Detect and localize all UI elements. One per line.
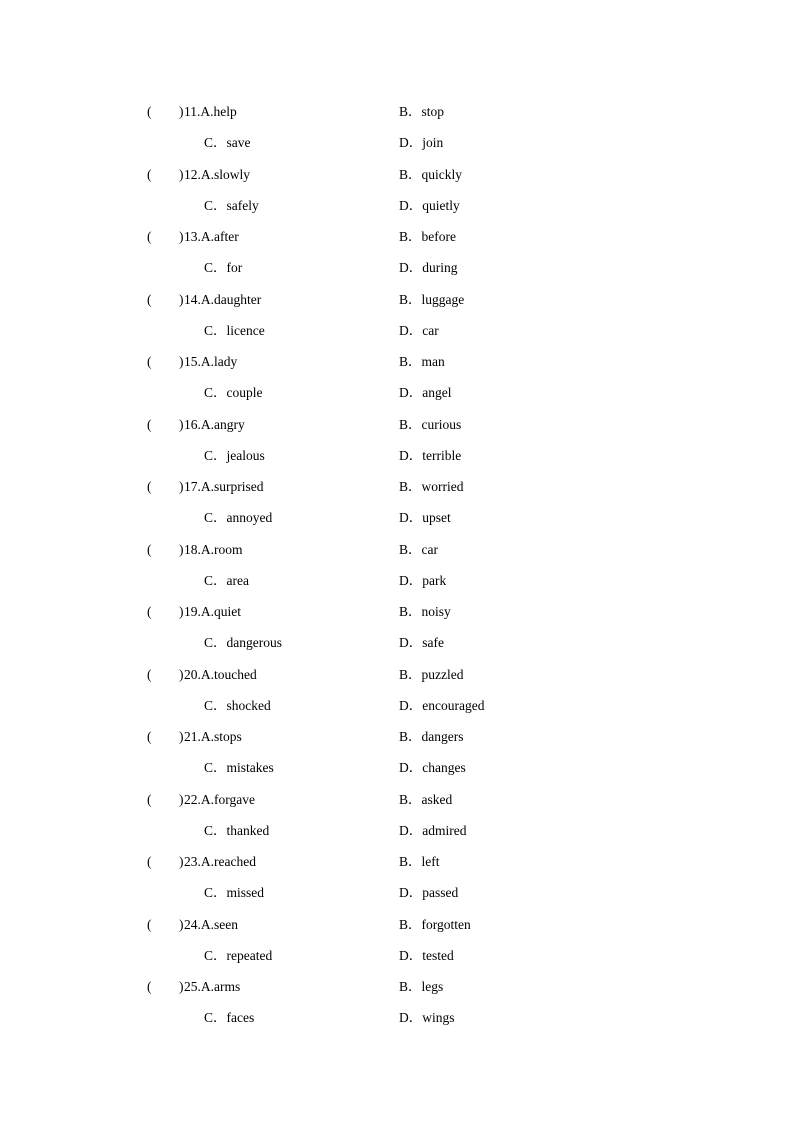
option-d-letter: D． [399, 635, 423, 650]
option-c-text: faces [226, 1010, 255, 1025]
option-b-text: quickly [421, 166, 463, 182]
option-a-text: lady [214, 354, 238, 369]
option-d-text: safe [422, 635, 444, 650]
answer-paren-close: ) [179, 729, 184, 744]
question-number-option-a [184, 159, 250, 190]
option-d-text: passed [422, 885, 459, 900]
option-d-letter: D． [399, 760, 423, 775]
option-b-text: legs [421, 979, 444, 994]
question-line-cd [0, 565, 794, 596]
option-c-text: licence [226, 322, 265, 338]
option-d-text: admired [422, 822, 467, 838]
option-b-letter: B． [399, 729, 422, 744]
answer-paren-open: ( [147, 729, 152, 744]
question-line-cd [0, 877, 794, 908]
option-a-text: after [214, 229, 239, 244]
question-item [0, 596, 794, 659]
question-item [0, 784, 794, 847]
question-number: 15.A. [184, 354, 214, 369]
option-b [399, 659, 464, 690]
question-item [0, 284, 794, 347]
option-d-letter: D． [399, 885, 423, 900]
option-d-text: wings [422, 1010, 455, 1025]
question-number: 25.A. [184, 979, 214, 994]
option-d [399, 502, 451, 533]
option-d-text: angel [422, 385, 452, 400]
option-b-letter: B． [399, 979, 422, 994]
question-line-ab [0, 659, 794, 690]
option-d [399, 1002, 455, 1033]
answer-paren-close: ) [179, 979, 184, 994]
option-a-text: help [213, 104, 237, 119]
option-b-letter: B． [399, 229, 422, 244]
question-number-option-a [184, 471, 264, 502]
option-a-text: stops [214, 729, 242, 744]
option-b-text: luggage [421, 291, 465, 307]
option-d-text: changes [422, 760, 466, 775]
option-d [399, 190, 460, 221]
option-c-letter: C． [204, 510, 227, 525]
option-c [204, 190, 259, 221]
option-c-text: annoyed [226, 510, 273, 525]
option-b-text: curious [421, 416, 462, 432]
option-b [399, 596, 451, 627]
option-c-text: mistakes [226, 760, 274, 775]
option-b [399, 221, 456, 252]
option-c-text: dangerous [226, 635, 282, 650]
option-a-text: surprised [214, 479, 264, 494]
option-c [204, 127, 251, 158]
question-number-option-a [184, 96, 237, 127]
option-d [399, 627, 444, 658]
option-c-letter: C． [204, 760, 227, 775]
option-d-letter: D． [399, 447, 423, 463]
option-c [204, 752, 274, 783]
question-line-cd [0, 440, 794, 471]
option-c-text: for [226, 260, 243, 275]
question-line-cd [0, 752, 794, 783]
question-line-cd [0, 815, 794, 846]
question-item [0, 659, 794, 722]
question-number-option-a [184, 534, 243, 565]
option-c-letter: C． [204, 1010, 227, 1025]
option-c-letter: C． [204, 447, 227, 463]
question-line-ab [0, 784, 794, 815]
question-item [0, 534, 794, 597]
option-c-text: thanked [226, 822, 270, 838]
question-number-option-a [184, 846, 256, 877]
option-d [399, 315, 439, 346]
option-b [399, 346, 445, 377]
option-c-letter: C． [204, 385, 227, 400]
option-d-text: car [422, 322, 439, 338]
option-a-text: seen [214, 916, 238, 932]
answer-paren-close: ) [179, 166, 184, 182]
option-c-letter: C． [204, 260, 227, 275]
option-a-text: arms [214, 979, 241, 994]
option-b-text: before [421, 229, 456, 244]
answer-paren-open: ( [147, 791, 152, 807]
option-d-letter: D． [399, 572, 423, 588]
question-number: 21.A. [184, 729, 214, 744]
option-b-text: asked [421, 791, 453, 807]
option-b-text: man [421, 354, 445, 369]
question-item [0, 96, 794, 159]
question-line-cd [0, 502, 794, 533]
option-b [399, 846, 440, 877]
option-d-letter: D． [399, 260, 423, 275]
answer-paren-close: ) [179, 354, 184, 369]
option-b-text: noisy [421, 604, 451, 619]
option-c-letter: C． [204, 135, 227, 150]
answer-paren-close: ) [179, 541, 184, 557]
option-c [204, 815, 269, 846]
option-d-text: join [422, 135, 444, 150]
answer-paren-close: ) [179, 229, 184, 244]
option-b-text: left [421, 854, 440, 869]
option-b [399, 96, 444, 127]
option-d [399, 690, 484, 721]
question-item [0, 971, 794, 1034]
option-d [399, 940, 454, 971]
answer-paren-close: ) [179, 104, 184, 119]
option-d-letter: D． [399, 197, 423, 213]
option-b [399, 909, 471, 940]
question-line-ab [0, 721, 794, 752]
question-line-ab [0, 471, 794, 502]
option-d-letter: D． [399, 385, 423, 400]
answer-paren-open: ( [147, 979, 152, 994]
option-b-text: car [421, 541, 438, 557]
question-line-cd [0, 377, 794, 408]
answer-paren-close: ) [179, 791, 184, 807]
question-line-ab [0, 846, 794, 877]
question-number-option-a [184, 909, 238, 940]
answer-paren-close: ) [179, 604, 184, 619]
answer-paren-open: ( [147, 854, 152, 869]
answer-paren-open: ( [147, 916, 152, 932]
option-c-text: area [226, 572, 249, 588]
question-number: 20.A. [184, 666, 214, 682]
question-item [0, 909, 794, 972]
question-line-ab [0, 971, 794, 1002]
option-b [399, 471, 464, 502]
question-number: 13.A. [184, 229, 214, 244]
option-b [399, 534, 438, 565]
option-a-text: forgave [214, 791, 255, 807]
question-line-ab [0, 909, 794, 940]
option-b-text: puzzled [421, 666, 464, 682]
option-b-text: worried [421, 479, 464, 494]
question-number: 14.A. [184, 291, 214, 307]
option-c [204, 940, 272, 971]
option-c [204, 877, 264, 908]
option-b [399, 284, 464, 315]
option-c [204, 377, 263, 408]
question-number-option-a [184, 221, 239, 252]
question-line-ab [0, 221, 794, 252]
option-c-letter: C． [204, 885, 227, 900]
option-c [204, 315, 265, 346]
answer-paren-close: ) [179, 291, 184, 307]
option-b-letter: B． [399, 291, 422, 307]
option-c-letter: C． [204, 572, 227, 588]
answer-paren-close: ) [179, 666, 184, 682]
answer-paren-open: ( [147, 104, 152, 119]
answer-paren-open: ( [147, 291, 152, 307]
question-number: 23.A. [184, 854, 214, 869]
question-number: 19.A. [184, 604, 214, 619]
option-d-letter: D． [399, 135, 423, 150]
option-a-text: daughter [214, 291, 262, 307]
question-number-option-a [184, 784, 255, 815]
question-item [0, 721, 794, 784]
option-c [204, 690, 271, 721]
answer-paren-close: ) [179, 854, 184, 869]
question-number: 16.A. [184, 416, 214, 432]
option-c-text: couple [226, 385, 263, 400]
question-number: 12.A. [184, 166, 214, 182]
question-line-cd [0, 690, 794, 721]
option-d-text: encouraged [422, 697, 485, 713]
question-line-ab [0, 409, 794, 440]
option-b-text: stop [421, 104, 445, 119]
option-a-text: touched [214, 666, 257, 682]
option-b-letter: B． [399, 104, 422, 119]
option-d-letter: D． [399, 322, 423, 338]
question-list [0, 96, 794, 1034]
question-line-ab [0, 534, 794, 565]
option-d [399, 252, 458, 283]
option-c-text: repeated [226, 947, 273, 963]
option-d [399, 377, 452, 408]
option-d-text: tested [422, 947, 454, 963]
option-d-text: quietly [422, 197, 460, 213]
option-c [204, 502, 272, 533]
option-c-text: shocked [226, 697, 271, 713]
question-number-option-a [184, 721, 242, 752]
option-c-text: safely [226, 197, 259, 213]
option-b-letter: B． [399, 166, 422, 182]
option-c [204, 627, 282, 658]
option-c-text: jealous [226, 447, 265, 463]
option-d-text: upset [422, 510, 451, 525]
question-line-cd [0, 127, 794, 158]
question-item [0, 221, 794, 284]
question-line-cd [0, 252, 794, 283]
option-d [399, 565, 446, 596]
option-d-text: during [422, 260, 458, 275]
answer-paren-open: ( [147, 479, 152, 494]
option-d [399, 815, 466, 846]
question-line-ab [0, 159, 794, 190]
option-b [399, 784, 452, 815]
answer-paren-close: ) [179, 916, 184, 932]
answer-paren-open: ( [147, 541, 152, 557]
option-c [204, 565, 249, 596]
option-d-letter: D． [399, 510, 423, 525]
question-line-cd [0, 1002, 794, 1033]
option-c-text: missed [226, 885, 265, 900]
option-b-letter: B． [399, 916, 422, 932]
option-c-letter: C． [204, 322, 227, 338]
question-line-cd [0, 940, 794, 971]
option-b-letter: B． [399, 541, 422, 557]
question-line-ab [0, 284, 794, 315]
option-b-letter: B． [399, 666, 422, 682]
question-number-option-a [184, 596, 241, 627]
option-d-letter: D． [399, 697, 423, 713]
option-b-text: forgotten [421, 916, 471, 932]
option-c [204, 440, 265, 471]
question-item [0, 471, 794, 534]
option-d [399, 877, 458, 908]
option-d-letter: D． [399, 947, 423, 963]
answer-paren-open: ( [147, 229, 152, 244]
question-line-cd [0, 627, 794, 658]
option-a-text: room [214, 541, 243, 557]
option-c [204, 252, 242, 283]
option-d-text: terrible [422, 447, 462, 463]
question-number: 11.A. [184, 104, 214, 119]
question-number-option-a [184, 409, 245, 440]
question-number-option-a [184, 971, 240, 1002]
option-b [399, 721, 464, 752]
option-c-letter: C． [204, 947, 227, 963]
question-number: 24.A. [184, 916, 214, 932]
question-item [0, 159, 794, 222]
option-d [399, 440, 461, 471]
option-a-text: quiet [214, 604, 241, 619]
option-d-text: park [422, 572, 447, 588]
option-c-letter: C． [204, 635, 227, 650]
option-c-text: save [226, 135, 251, 150]
option-b [399, 159, 462, 190]
question-item [0, 346, 794, 409]
question-line-ab [0, 96, 794, 127]
answer-paren-open: ( [147, 166, 152, 182]
option-b-letter: B． [399, 354, 422, 369]
question-item [0, 409, 794, 472]
question-number-option-a [184, 284, 261, 315]
option-d-letter: D． [399, 822, 423, 838]
question-number-option-a [184, 346, 237, 377]
option-d-letter: D． [399, 1010, 423, 1025]
answer-paren-open: ( [147, 416, 152, 432]
option-d [399, 752, 466, 783]
option-b-letter: B． [399, 479, 422, 494]
option-d [399, 127, 443, 158]
option-b-letter: B． [399, 791, 422, 807]
option-a-text: angry [214, 416, 245, 432]
option-b-text: dangers [421, 729, 464, 744]
question-number-option-a [184, 659, 257, 690]
option-b-letter: B． [399, 416, 422, 432]
option-c [204, 1002, 254, 1033]
question-line-cd [0, 190, 794, 221]
option-c-letter: C． [204, 822, 227, 838]
option-b [399, 409, 461, 440]
answer-paren-open: ( [147, 666, 152, 682]
answer-paren-close: ) [179, 479, 184, 494]
question-number: 18.A. [184, 541, 214, 557]
option-b-letter: B． [399, 854, 422, 869]
question-number: 22.A. [184, 791, 214, 807]
option-b [399, 971, 443, 1002]
option-c-letter: C． [204, 197, 227, 213]
option-c-letter: C． [204, 697, 227, 713]
question-line-ab [0, 346, 794, 377]
option-a-text: reached [214, 854, 256, 869]
answer-paren-open: ( [147, 604, 152, 619]
question-line-ab [0, 596, 794, 627]
question-item [0, 846, 794, 909]
question-line-cd [0, 315, 794, 346]
option-b-letter: B． [399, 604, 422, 619]
question-number: 17.A. [184, 479, 214, 494]
answer-paren-open: ( [147, 354, 152, 369]
option-a-text: slowly [214, 166, 251, 182]
answer-paren-close: ) [179, 416, 184, 432]
